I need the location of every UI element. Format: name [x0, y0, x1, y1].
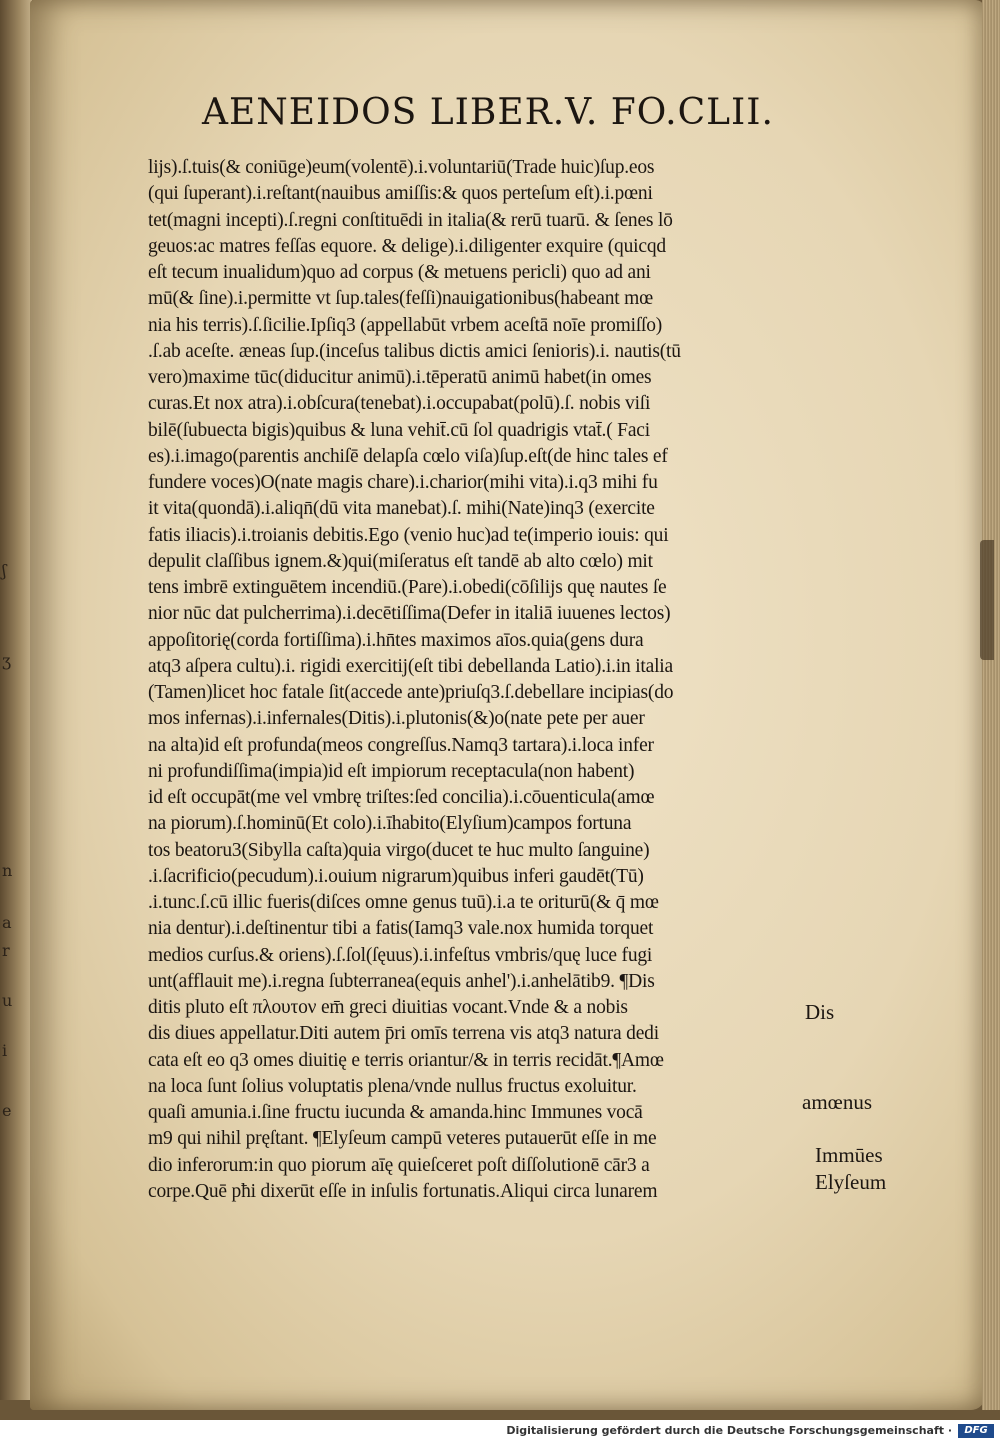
marginal-note-amoenus: amœnus [802, 1090, 872, 1114]
text-line: unt(afflauit me).i.regna ſubterranea(equis anhel').i.anhelātib9. ¶Dis [148, 970, 655, 992]
facing-page-fragment: ʒ [2, 651, 12, 670]
text-line: appoſitorię(corda fortiſſima).i.hn̄tes maximos aīos.quia(gens dura [148, 629, 644, 651]
text-line: depulit claſſibus ignem.&)qui(miſeratus eſt tandē ab alto cœlo) mit [148, 550, 653, 572]
commentary-text-block [148, 155, 838, 1205]
facing-page-fragment: n [2, 861, 13, 880]
text-line: nior nūc dat pulcherrima).i.decētiſſima(Defer in italiā iuuenes lectos) [148, 603, 671, 625]
text-line: tens imbrē extinguētem incendiū.(Pare).i.obedi(cōſilijs quę nautes ſe [148, 577, 667, 598]
facing-page-fragment: a [2, 913, 12, 932]
text-line: vero)maxime tūc(diducitur animū).i.tēperatū animū habet(in omes [148, 367, 652, 388]
page-stack-edge [982, 0, 1000, 1410]
text-line: ni profundiſſima(impia)id eſt impiorum receptacula(non habent) [148, 760, 635, 782]
text-line: atq3 aſpera cultu).i. rigidi exercitij(eſt tibi debellanda Latio).i.in italia [148, 655, 673, 677]
text-line: medios curſus.& oriens).ſ.ſol(ſęuus).i.infeſtus vmbris/quę luce fugi [148, 944, 653, 966]
text-line: geuos:ac matres feſſas equore. & delige).i.diligenter exquire (quicqd [148, 235, 666, 257]
text-line: curas.Et nox atra).i.obſcura(tenebat).i.occupabat(polū).ſ. nobis viſi [148, 393, 651, 415]
text-line: it vita(quondā).i.aliqn̄(dū vita manebat).ſ. mihi(Nate)inq3 (exercite [148, 498, 655, 520]
footer-bar [0, 1420, 1000, 1443]
text-line: dio inferorum:in quo piorum aīę quieſceret poſt diſſolutionē cār3 a [148, 1154, 650, 1176]
text-line: fundere voces)O(nate magis chare).i.charior(mihi vita).i.q3 mihi fu [148, 472, 658, 493]
facing-page-fragment: r [2, 941, 10, 960]
text-line: cata eſt eo q3 omes diuitię e terris oriantur/& in terris recidāt.¶Amœ [148, 1049, 664, 1071]
marginal-note-immunes: Immūes [815, 1143, 883, 1167]
text-line: .ſ.ab aceſte. æneas ſup.(inceſus talibus dictis amici ſenioris).i. nautis(tū [148, 340, 681, 362]
text-line: na alta)id eſt profunda(meos congreſſus.Namq3 tartara).i.loca infer [148, 734, 654, 756]
text-line: dis diues appellatur.Diti autem p̄ri omīs terrena vis atq3 natura dedi [148, 1023, 659, 1045]
clasp-shadow [980, 540, 994, 660]
text-line: corpe.Quē pħi dixerūt eſſe in inſulis fortunatis.Aliqui circa lunarem [148, 1180, 658, 1202]
book-page [30, 0, 985, 1410]
text-line: (Tamen)licet hoc fatale ſit(accede ante)priuſq3.ſ.debellare incipias(do [148, 682, 674, 703]
text-line: m9 qui nihil pręſtant. ¶Elyſeum campū veteres putauerūt eſſe in me [148, 1128, 657, 1150]
text-line: mos infernas).i.infernales(Ditis).i.plutonis(&)o(nate pete per auer [148, 708, 645, 730]
dfg-logo: DFG [958, 1424, 994, 1438]
text-line: na piorum).ſ.hominū(Et colo).i.īhabito(Elyſium)campos fortuna [148, 813, 632, 835]
text-line: lijs).ſ.tuis(& coniūge)eum(volentē).i.voluntariū(Trade huic)ſup.eos [148, 157, 655, 178]
text-line: (qui ſuperant).i.reſtant(nauibus amiſſis:& quos perteſum eſt).i.pœni [148, 183, 653, 205]
text-line: .i.ſacrificio(pecudum).i.ouium nigrarum)quibus inferi gaudēt(Tū) [148, 865, 644, 887]
marginal-note-dis: Dis [805, 1000, 835, 1024]
facing-page-fragment: e [2, 1101, 12, 1120]
text-line: tet(magni incepti).ſ.regni conſtituēdi in italia(& rerū tuarū. & ſenes lō [148, 209, 673, 231]
text-line: eſt tecum inualidum)quo ad corpus (& metuens pericli) quo ad ani [148, 262, 651, 283]
text-line: bilē(ſubuecta bigis)quibus & luna vehit̄.cū ſol quadrigis vtat̄.( Faci [148, 419, 650, 441]
facing-page-fragment: u [2, 991, 13, 1010]
text-line: ditis pluto eſt πλουτον em̄ greci diuitias vocant.Vnde & a nobis [148, 997, 628, 1018]
text-line: .i.tunc.ſ.cū illic fueris(diſces omne genus tuū).i.a te oriturū(& q̄ mœ [148, 892, 659, 913]
funding-credit: Digitalisierung gefördert durch die Deutsche Forschungsgemeinschaft · [506, 1424, 952, 1437]
text-line: nia dentur).i.deſtinentur tibi a fatis(Iamq3 vale.nox humida torquet [148, 918, 654, 940]
facing-page-fragment: i [2, 1041, 8, 1060]
text-line: es).i.imago(parentis anchiſē delapſa cœlo viſa)ſup.eſt(de hinc tales ef [148, 445, 668, 467]
text-line: mū(& ſine).i.permitte vt ſup.tales(feſſi)nauigationibus(habeant mœ [148, 288, 654, 310]
text-line: na loca ſunt ſolius voluptatis plena/vnde nullus fructus exoluitur. [148, 1075, 637, 1097]
running-head: AENEIDOS LIBER.V. FO.CLII. [202, 92, 774, 133]
text-line: fatis iliacis).i.troianis debitis.Ego (venio huc)ad te(imperio iouis: qui [148, 524, 669, 546]
text-line: id eſt occupāt(me vel vmbrę triſtes:ſed concilia).i.cōuenticula(amœ [148, 787, 655, 808]
marginal-note-elyseum: Elyſeum [815, 1170, 887, 1194]
facing-page-edge [0, 0, 32, 1400]
text-line: tos beatoru3(Sibylla caſta)quia virgo(ducet te huc multo ſanguine) [148, 839, 650, 861]
text-line: quaſi amunia.i.ſine fructu iucunda & amanda.hinc Immunes vocā [148, 1102, 643, 1123]
facing-page-fragment: ʃ [2, 561, 7, 580]
text-line: nia his terris).ſ.ſicilie.Ipſiq3 (appellabūt vrbem aceſtā noīe promiſſo) [148, 314, 663, 336]
